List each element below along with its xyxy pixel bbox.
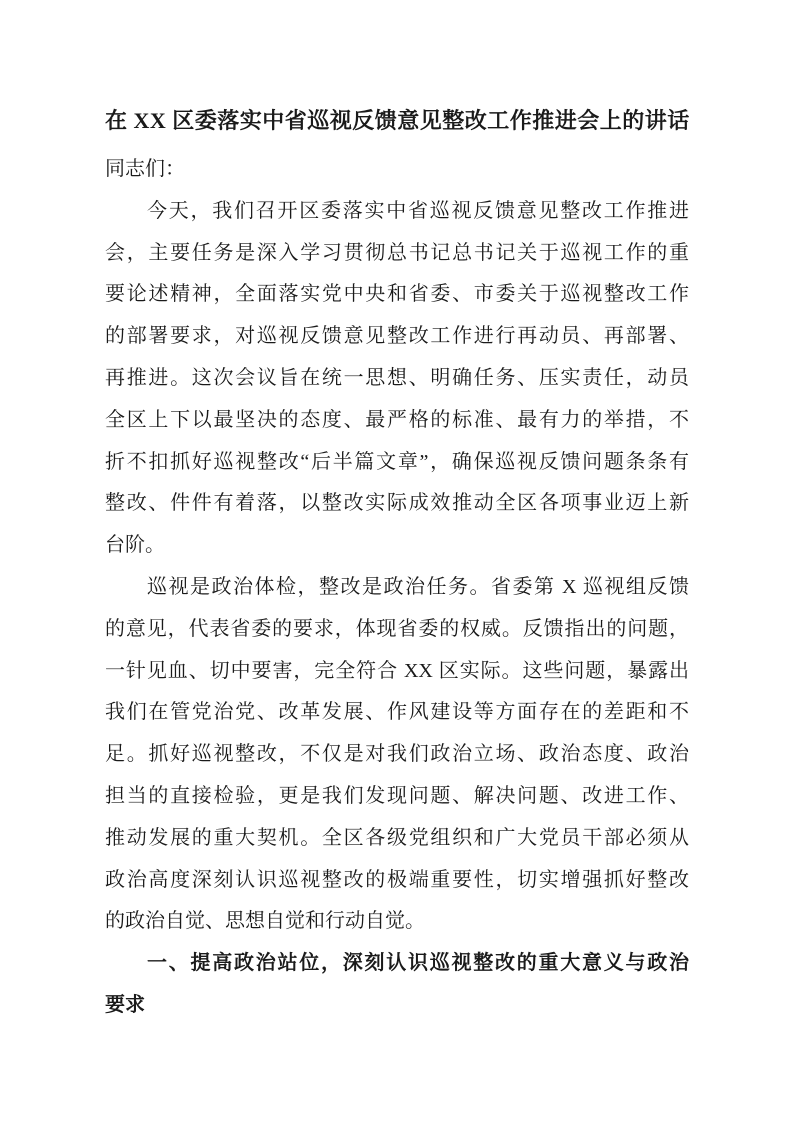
document-title: 在 XX 区委落实中省巡视反馈意见整改工作推进会上的讲话 <box>105 108 690 133</box>
text-line: 再推进。这次会议旨在统一思想、明确任务、压实责任，动员 <box>105 366 689 389</box>
text-line: 一、提高政治站位，深刻认识巡视整改的重大意义与政治 <box>147 952 689 975</box>
text-line: 要求 <box>105 993 145 1016</box>
text-line: 折不扣抓好巡视整改“后半篇文章”，确保巡视反馈问题条条有 <box>105 450 689 473</box>
text-line: 整改、件件有着落，以整改实际成效推动全区各项事业迈上新 <box>105 492 689 515</box>
text-line: 全区上下以最坚决的态度、最严格的标准、最有力的举措，不 <box>105 408 689 431</box>
text-line: 的意见，代表省委的要求，体现省委的权威。反馈指出的问题， <box>105 617 689 640</box>
text-line: 担当的直接检验，更是我们发现问题、解决问题、改进工作、 <box>105 784 689 807</box>
text-line: 要论述精神，全面落实党中央和省委、市委关于巡视整改工作 <box>105 283 689 306</box>
text-line: 推动发展的重大契机。全区各级党组织和广大党员干部必须从 <box>105 826 689 849</box>
text-line: 足。抓好巡视整改，不仅是对我们政治立场、政治态度、政治 <box>105 743 689 766</box>
text-line: 巡视是政治体检，整改是政治任务。省委第 X 巡视组反馈 <box>147 575 689 598</box>
text-line: 会，主要任务是深入学习贯彻总书记总书记关于巡视工作的重 <box>105 241 689 264</box>
text-line: 政治高度深刻认识巡视整改的极端重要性，切实增强抓好整改 <box>105 868 689 891</box>
text-line: 一针见血、切中要害，完全符合 XX 区实际。这些问题，暴露出 <box>105 659 689 682</box>
text-line: 同志们： <box>105 158 185 180</box>
document-body <box>105 149 689 1027</box>
text-line: 我们在管党治党、改革发展、作风建设等方面存在的差距和不 <box>105 701 689 724</box>
text-line: 的政治自觉、思想自觉和行动自觉。 <box>105 910 425 933</box>
text-line: 今天，我们召开区委落实中省巡视反馈意见整改工作推进 <box>147 199 689 222</box>
text-line: 台阶。 <box>105 534 165 557</box>
text-line: 的部署要求，对巡视反馈意见整改工作进行再动员、再部署、 <box>105 325 689 348</box>
